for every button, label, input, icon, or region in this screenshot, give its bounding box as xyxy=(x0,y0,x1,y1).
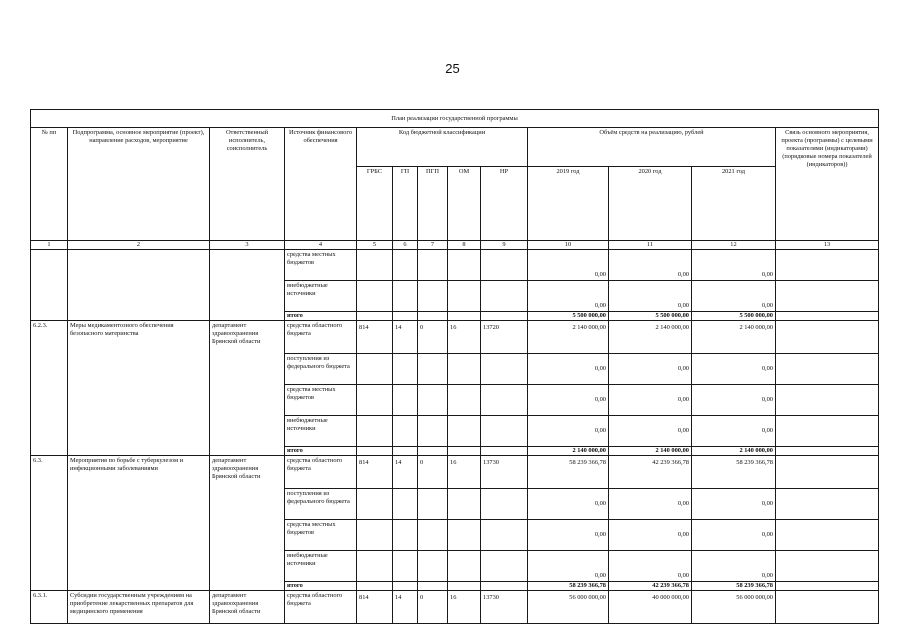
amount-2020: 40 000 000,00 xyxy=(609,591,692,624)
amount-2020: 0,00 xyxy=(609,354,692,385)
total-2021: 58 239 366,78 xyxy=(692,582,776,591)
column-number: 12 xyxy=(692,241,776,250)
source-cell: средства местных бюджетов xyxy=(285,250,357,281)
amount-2020: 0,00 xyxy=(609,416,692,447)
amount-2021: 0,00 xyxy=(692,416,776,447)
source-cell: средства местных бюджетов xyxy=(285,520,357,551)
amount-2019: 0,00 xyxy=(528,520,609,551)
row-name xyxy=(68,250,210,321)
amount-2019: 58 239 366,78 xyxy=(528,456,609,489)
header-subprogram: Подпрограмма, основное мероприятие (проект), направление расходов, мероприятие xyxy=(68,128,210,241)
header-2020: 2020 год xyxy=(609,167,692,241)
source-cell: внебюджетные источники xyxy=(285,281,357,312)
total-2021: 5 500 000,00 xyxy=(692,312,776,321)
total-2019: 2 140 000,00 xyxy=(528,447,609,456)
amount-2020: 0,00 xyxy=(609,551,692,582)
amount-2019: 0,00 xyxy=(528,250,609,281)
amount-2021: 0,00 xyxy=(692,354,776,385)
page-number: 25 xyxy=(445,61,460,76)
amount-2020: 0,00 xyxy=(609,489,692,520)
column-number: 2 xyxy=(68,241,210,250)
header-amount: Объём средств на реализацию, рублей xyxy=(528,128,776,167)
column-number: 11 xyxy=(609,241,692,250)
header-executor: Ответственный исполнитель, соисполнитель xyxy=(210,128,285,241)
source-cell: средства областного бюджета xyxy=(285,321,357,354)
source-cell: итого xyxy=(285,582,357,591)
row-name: Субсидии государственным учреждениям на приобретение лекарственных препаратов для медицинского применения xyxy=(68,591,210,624)
total-2019: 5 500 000,00 xyxy=(528,312,609,321)
amount-2019: 0,00 xyxy=(528,281,609,312)
amount-2020: 42 239 366,78 xyxy=(609,456,692,489)
table-row xyxy=(31,250,879,281)
row-num: 6.3. xyxy=(31,456,68,591)
amount-2019: 0,00 xyxy=(528,416,609,447)
code-nr: 13730 xyxy=(481,591,528,624)
column-number: 1 xyxy=(31,241,68,250)
code-gp: 14 xyxy=(393,321,418,354)
column-number: 7 xyxy=(418,241,448,250)
amount-2021: 0,00 xyxy=(692,385,776,416)
total-2020: 5 500 000,00 xyxy=(609,312,692,321)
source-cell: внебюджетные источники xyxy=(285,551,357,582)
row-executor: департамент здравоохранения Брянской области xyxy=(210,456,285,591)
total-2020: 42 239 366,78 xyxy=(609,582,692,591)
code-om: 16 xyxy=(448,321,481,354)
amount-2021: 56 000 000,00 xyxy=(692,591,776,624)
source-cell: внебюджетные источники xyxy=(285,416,357,447)
row-name: Меры медикаментозного обеспечения безопасного материнства xyxy=(68,321,210,456)
header-link: Связь основного мероприятия, проекта (программы) с целевыми показателями (индикаторами) (порядковые номера показателей (индикаторов)) xyxy=(776,128,879,241)
amount-2020: 0,00 xyxy=(609,281,692,312)
code-om: 16 xyxy=(448,456,481,489)
source-cell: средства областного бюджета xyxy=(285,591,357,624)
row-num: 6.2.3. xyxy=(31,321,68,456)
amount-2021: 0,00 xyxy=(692,250,776,281)
header-gp: ГП xyxy=(393,167,418,241)
source-cell: средства местных бюджетов xyxy=(285,385,357,416)
header-2021: 2021 год xyxy=(692,167,776,241)
amount-2021: 0,00 xyxy=(692,551,776,582)
column-number-row xyxy=(31,241,879,250)
row-name: Мероприятия по борьбе с туберкулезом и инфекционными заболеваниями xyxy=(68,456,210,591)
row-executor: департамент здравоохранения Брянской области xyxy=(210,591,285,624)
code-gp: 14 xyxy=(393,456,418,489)
source-cell: поступления из федерального бюджета xyxy=(285,354,357,385)
amount-2019: 56 000 000,00 xyxy=(528,591,609,624)
code-grbs: 814 xyxy=(357,591,393,624)
amount-2021: 0,00 xyxy=(692,520,776,551)
amount-2020: 0,00 xyxy=(609,520,692,551)
code-pgp: 0 xyxy=(418,321,448,354)
amount-2019: 0,00 xyxy=(528,551,609,582)
header-num: № пп xyxy=(31,128,68,241)
row-executor xyxy=(210,250,285,321)
amount-2019: 2 140 000,00 xyxy=(528,321,609,354)
amount-2019: 0,00 xyxy=(528,354,609,385)
column-number: 4 xyxy=(285,241,357,250)
table-row xyxy=(31,591,879,624)
source-cell: итого xyxy=(285,447,357,456)
column-number: 10 xyxy=(528,241,609,250)
code-pgp: 0 xyxy=(418,591,448,624)
header-2019: 2019 год xyxy=(528,167,609,241)
code-pgp: 0 xyxy=(418,456,448,489)
column-number: 5 xyxy=(357,241,393,250)
header-nr: НР xyxy=(481,167,528,241)
code-grbs: 814 xyxy=(357,321,393,354)
code-nr: 13730 xyxy=(481,456,528,489)
amount-2019: 0,00 xyxy=(528,385,609,416)
amount-2020: 0,00 xyxy=(609,250,692,281)
column-number: 3 xyxy=(210,241,285,250)
header-grbs: ГРБС xyxy=(357,167,393,241)
amount-2020: 0,00 xyxy=(609,385,692,416)
amount-2019: 0,00 xyxy=(528,489,609,520)
implementation-plan-table xyxy=(30,109,879,624)
table-title: План реализации государственной программы xyxy=(31,110,879,128)
header-om: ОМ xyxy=(448,167,481,241)
column-number: 8 xyxy=(448,241,481,250)
column-number: 13 xyxy=(776,241,879,250)
code-om: 16 xyxy=(448,591,481,624)
total-2019: 58 239 366,78 xyxy=(528,582,609,591)
amount-2020: 2 140 000,00 xyxy=(609,321,692,354)
code-nr: 13720 xyxy=(481,321,528,354)
code-grbs: 814 xyxy=(357,456,393,489)
amount-2021: 0,00 xyxy=(692,281,776,312)
total-2021: 2 140 000,00 xyxy=(692,447,776,456)
amount-2021: 2 140 000,00 xyxy=(692,321,776,354)
source-cell: итого xyxy=(285,312,357,321)
column-number: 9 xyxy=(481,241,528,250)
table-row xyxy=(31,456,879,489)
code-gp: 14 xyxy=(393,591,418,624)
row-num: 6.3.1. xyxy=(31,591,68,624)
header-budget-code: Код бюджетной классификации xyxy=(357,128,528,167)
source-cell: поступления из федерального бюджета xyxy=(285,489,357,520)
header-source: Источник финансового обеспечения xyxy=(285,128,357,241)
row-executor: департамент здравоохранения Брянской области xyxy=(210,321,285,456)
total-2020: 2 140 000,00 xyxy=(609,447,692,456)
source-cell: средства областного бюджета xyxy=(285,456,357,489)
header-pgp: ПГП xyxy=(418,167,448,241)
amount-2021: 0,00 xyxy=(692,489,776,520)
table-row xyxy=(31,321,879,354)
amount-2021: 58 239 366,78 xyxy=(692,456,776,489)
column-number: 6 xyxy=(393,241,418,250)
row-num xyxy=(31,250,68,321)
